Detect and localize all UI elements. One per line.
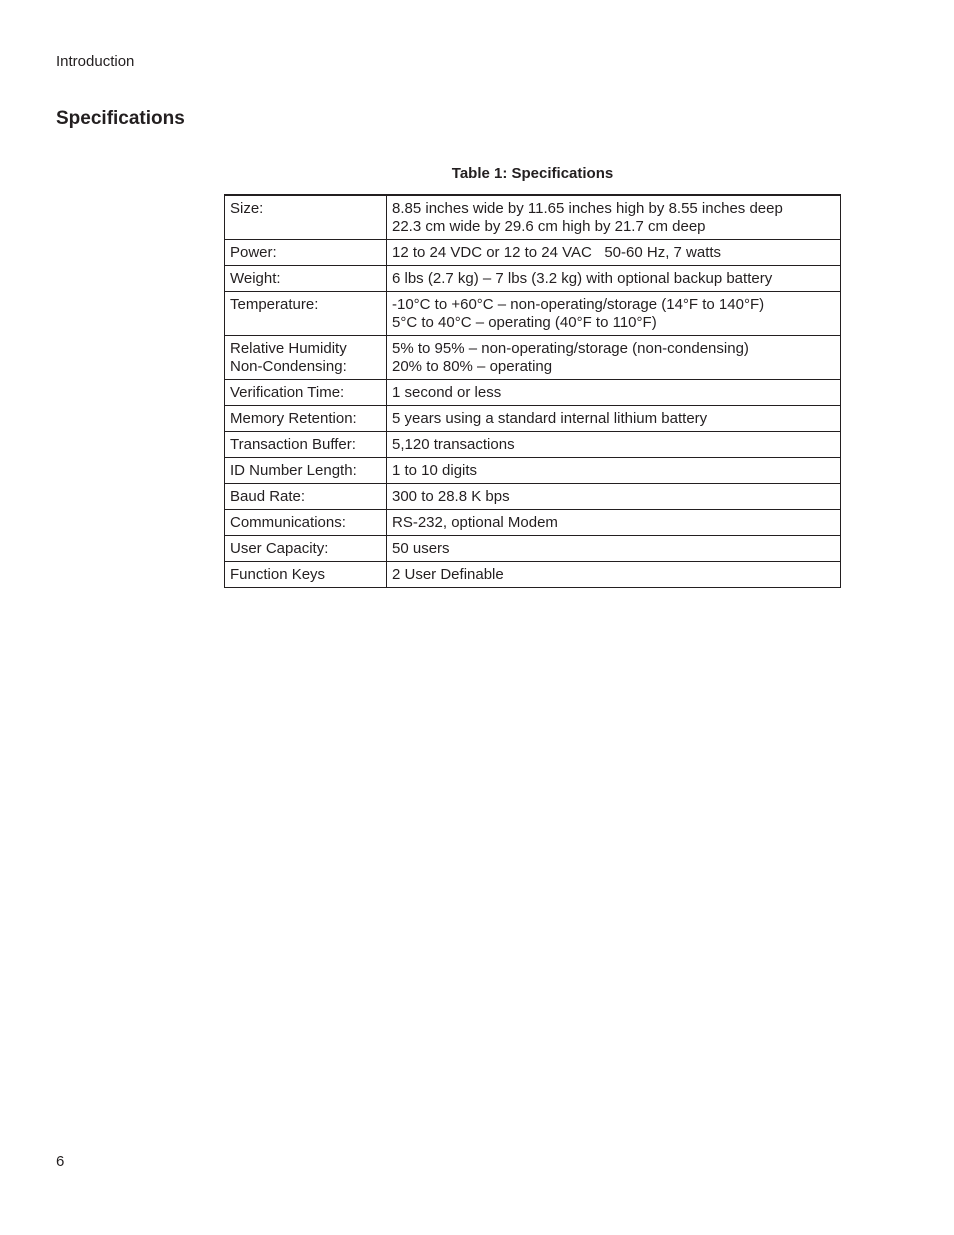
spec-label-cell (225, 292, 387, 336)
table-row (225, 458, 841, 484)
spec-value-cell (387, 562, 841, 588)
table-row (225, 266, 841, 292)
spec-value: 1 to 10 digits (392, 462, 478, 479)
spec-value: 6 lbs (2.7 kg) – 7 lbs (3.2 kg) with optional backup battery (392, 270, 773, 287)
specifications-table (224, 194, 841, 588)
spec-label: Power: (230, 244, 277, 261)
spec-label: Transaction Buffer: (230, 436, 356, 453)
table-row (225, 510, 841, 536)
spec-value-cell (387, 380, 841, 406)
spec-label: Verification Time: (230, 384, 345, 401)
spec-label-cell (225, 406, 387, 432)
spec-value-cell (387, 406, 841, 432)
spec-label: Communications: (230, 514, 346, 531)
spec-label: Relative Humidity (230, 340, 347, 357)
table-row (225, 336, 841, 380)
running-header: Introduction (56, 53, 135, 70)
spec-label: User Capacity: (230, 540, 329, 557)
section-title: Specifications (56, 108, 185, 129)
table-row (225, 380, 841, 406)
spec-value: 20% to 80% – operating (392, 358, 553, 375)
spec-value-cell (387, 292, 841, 336)
spec-value: -10°C to +60°C – non-operating/storage (14°F to 140°F) (392, 296, 765, 313)
spec-label-cell (225, 380, 387, 406)
spec-value: 5 years using a standard internal lithium battery (392, 410, 708, 427)
spec-value: 50 users (392, 540, 450, 557)
spec-value-cell (387, 432, 841, 458)
table-row (225, 240, 841, 266)
spec-label-cell (225, 458, 387, 484)
spec-label-cell (225, 484, 387, 510)
spec-label-cell (225, 510, 387, 536)
spec-label: Non-Condensing: (230, 358, 347, 375)
spec-label: Weight: (230, 270, 281, 287)
spec-value: RS-232, optional Modem (392, 514, 558, 531)
spec-value-cell (387, 510, 841, 536)
spec-value: 5°C to 40°C – operating (40°F to 110°F) (392, 314, 657, 331)
spec-value: 2 User Definable (392, 566, 504, 583)
table-row (225, 195, 841, 240)
table-row (225, 406, 841, 432)
spec-label-cell (225, 536, 387, 562)
spec-value-cell (387, 266, 841, 292)
spec-label-cell (225, 195, 387, 240)
spec-label: Function Keys (230, 566, 326, 583)
spec-value-cell (387, 240, 841, 266)
table-row (225, 536, 841, 562)
spec-label: Baud Rate: (230, 488, 306, 505)
spec-label: Size: (230, 200, 264, 217)
table-row (225, 562, 841, 588)
table-caption: Table 1: Specifications (451, 165, 614, 182)
page-number: 6 (56, 1153, 65, 1170)
spec-value: 5,120 transactions (392, 436, 515, 453)
table-row (225, 292, 841, 336)
spec-label-cell (225, 266, 387, 292)
spec-label: ID Number Length: (230, 462, 357, 479)
table-row (225, 484, 841, 510)
spec-value: 1 second or less (392, 384, 502, 401)
spec-value: 5% to 95% – non-operating/storage (non-condensing) (392, 340, 749, 357)
spec-value: 300 to 28.8 K bps (392, 488, 510, 505)
spec-value: 12 to 24 VDC or 12 to 24 VAC 50-60 Hz, 7 watts (392, 244, 722, 261)
spec-label-cell (225, 432, 387, 458)
spec-value-cell (387, 536, 841, 562)
spec-label-cell (225, 240, 387, 266)
table-row (225, 432, 841, 458)
spec-label: Memory Retention: (230, 410, 357, 427)
spec-value: 22.3 cm wide by 29.6 cm high by 21.7 cm deep (392, 218, 706, 235)
spec-label: Temperature: (230, 296, 319, 313)
specifications-table-body (225, 195, 841, 588)
spec-value: 8.85 inches wide by 11.65 inches high by 8.55 inches deep (392, 200, 783, 217)
spec-value-cell (387, 484, 841, 510)
spec-value-cell (387, 336, 841, 380)
spec-label-cell (225, 562, 387, 588)
spec-label-cell (225, 336, 387, 380)
spec-value-cell (387, 458, 841, 484)
spec-value-cell (387, 195, 841, 240)
